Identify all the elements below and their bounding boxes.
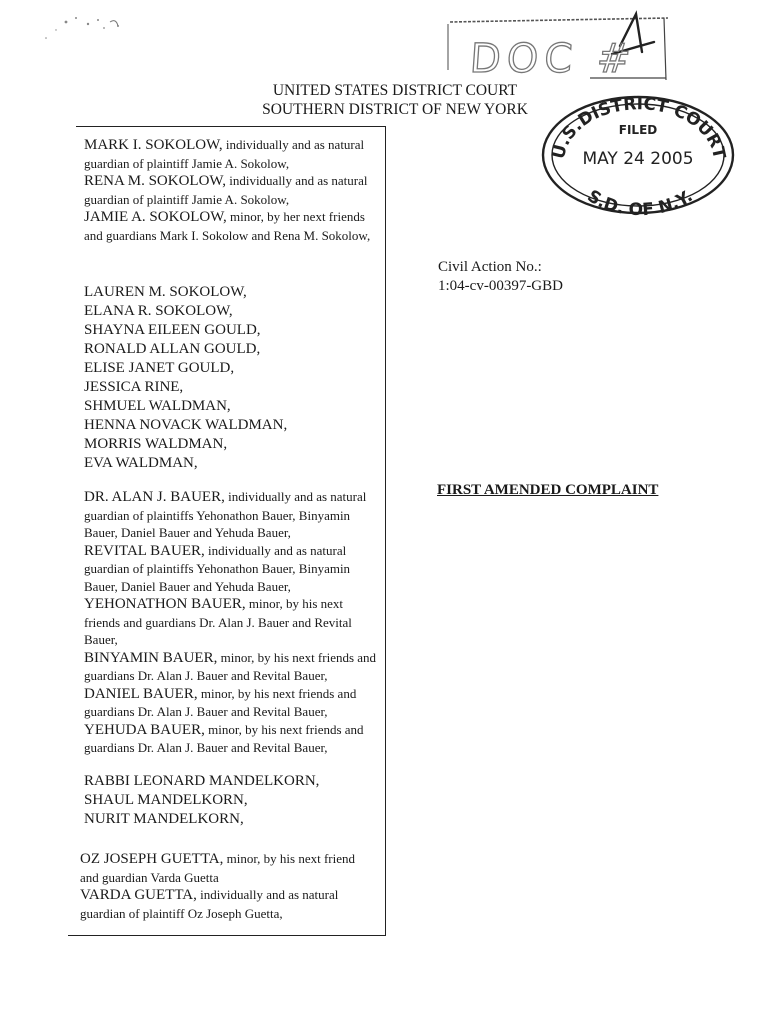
caption-bottom-rule	[68, 935, 386, 936]
party-name: YEHUDA BAUER,	[84, 721, 205, 738]
party-name: DANIEL BAUER,	[84, 685, 198, 702]
filed-seal	[538, 92, 738, 218]
party-entry	[84, 649, 380, 685]
party-name: RABBI LEONARD MANDELKORN,	[84, 773, 320, 789]
party-name: RONALD ALLAN GOULD,	[84, 341, 261, 357]
party-name: ELISE JANET GOULD,	[84, 360, 235, 376]
party-name: JESSICA RINE,	[84, 379, 184, 395]
party-group-mandelkorn	[84, 772, 380, 829]
party-description: individually and as natural guardian of plaintiff Jamie A. Sokolow,	[84, 137, 365, 171]
party-entry	[84, 542, 380, 596]
party-name: EVA WALDMAN,	[84, 455, 198, 471]
party-name: JAMIE A. SOKOLOW,	[84, 209, 227, 225]
party-name: MARK I. SOKOLOW,	[84, 137, 223, 153]
party-name: SHAUL MANDELKORN,	[84, 792, 248, 808]
caption-top-rule	[76, 126, 386, 127]
seal-date: MAY 24 2005	[582, 149, 694, 169]
party-entry	[84, 488, 380, 542]
doc-stamp-text: DOC #	[468, 36, 639, 82]
seal-filed-text: FILED	[618, 123, 658, 137]
party-group-individuals	[84, 283, 380, 473]
party-entry	[80, 850, 376, 886]
party-name: OZ JOSEPH GUETTA,	[80, 851, 224, 867]
party-description: individually and as natural guardian of plaintiff Oz Joseph Guetta,	[80, 887, 339, 921]
party-description: minor, by his next friends and guardians Dr. Alan J. Bauer and Revital Bauer,	[84, 596, 352, 647]
party-description: individually and as natural guardian of plaintiffs Yehonathon Bauer, Binyamin Bauer, Daniel Bauer and Yehuda Bauer,	[84, 489, 367, 540]
party-description: individually and as natural guardian of plaintiffs Yehonathon Bauer, Binyamin Bauer, Daniel Bauer and Yehuda Bauer,	[84, 542, 351, 594]
party-name: SHMUEL WALDMAN,	[84, 398, 231, 414]
document-title: FIRST AMENDED COMPLAINT	[437, 482, 659, 498]
svg-text:S.D. OF N.Y.	[584, 186, 697, 218]
party-entry	[84, 685, 380, 721]
civil-action-label: Civil Action No.:	[438, 259, 542, 275]
party-entry	[84, 721, 380, 757]
seal-bottom-text: S.D. OF N.Y.	[583, 186, 697, 218]
party-name: MORRIS WALDMAN,	[84, 436, 228, 452]
seal-top-text: U.S.DISTRICT COURT	[548, 94, 730, 161]
party-name: RENA M. SOKOLOW,	[84, 173, 226, 189]
party-name: LAUREN M. SOKOLOW,	[84, 284, 247, 300]
party-description: minor, by his next friends and guardians Dr. Alan J. Bauer and Revital Bauer,	[84, 721, 364, 755]
court-name: UNITED STATES DISTRICT COURT	[272, 82, 518, 99]
court-district: SOUTHERN DISTRICT OF NEW YORK	[262, 101, 528, 118]
civil-action	[438, 258, 563, 296]
party-name: DR. ALAN J. BAUER,	[84, 489, 225, 505]
party-entry	[84, 595, 380, 649]
scan-specks	[40, 10, 150, 50]
party-name: REVITAL BAUER,	[84, 542, 205, 559]
party-group-bauer	[84, 488, 380, 757]
party-name: YEHONATHON BAUER,	[84, 596, 246, 612]
party-entry	[84, 136, 380, 172]
party-entry	[84, 172, 380, 208]
caption-right-rule	[385, 126, 386, 936]
party-name: HENNA NOVACK WALDMAN,	[84, 417, 288, 433]
party-name: NURIT MANDELKORN,	[84, 811, 244, 827]
party-description: minor, by his next friends and guardians Dr. Alan J. Bauer and Revital Bauer,	[84, 685, 357, 719]
party-group-guetta	[80, 850, 376, 922]
party-description: minor, by his next friend and guardian Varda Guetta	[80, 851, 356, 885]
party-name: SHAYNA EILEEN GOULD,	[84, 322, 261, 338]
party-name: VARDA GUETTA,	[80, 887, 197, 903]
party-description: individually and as natural guardian of plaintiff Jamie A. Sokolow,	[84, 173, 368, 207]
party-description: minor, by her next friends and guardians Mark I. Sokolow and Rena M. Sokolow,	[84, 209, 371, 243]
party-name: ELANA R. SOKOLOW,	[84, 303, 233, 319]
party-group-sokolow-guardians	[84, 136, 380, 244]
party-entry	[84, 208, 380, 244]
party-entry	[80, 886, 376, 922]
party-name: BINYAMIN BAUER,	[84, 649, 218, 666]
party-description: minor, by his next friends and guardians Dr. Alan J. Bauer and Revital Bauer,	[84, 649, 377, 683]
civil-action-number: 1:04-cv-00397-GBD	[438, 278, 563, 294]
